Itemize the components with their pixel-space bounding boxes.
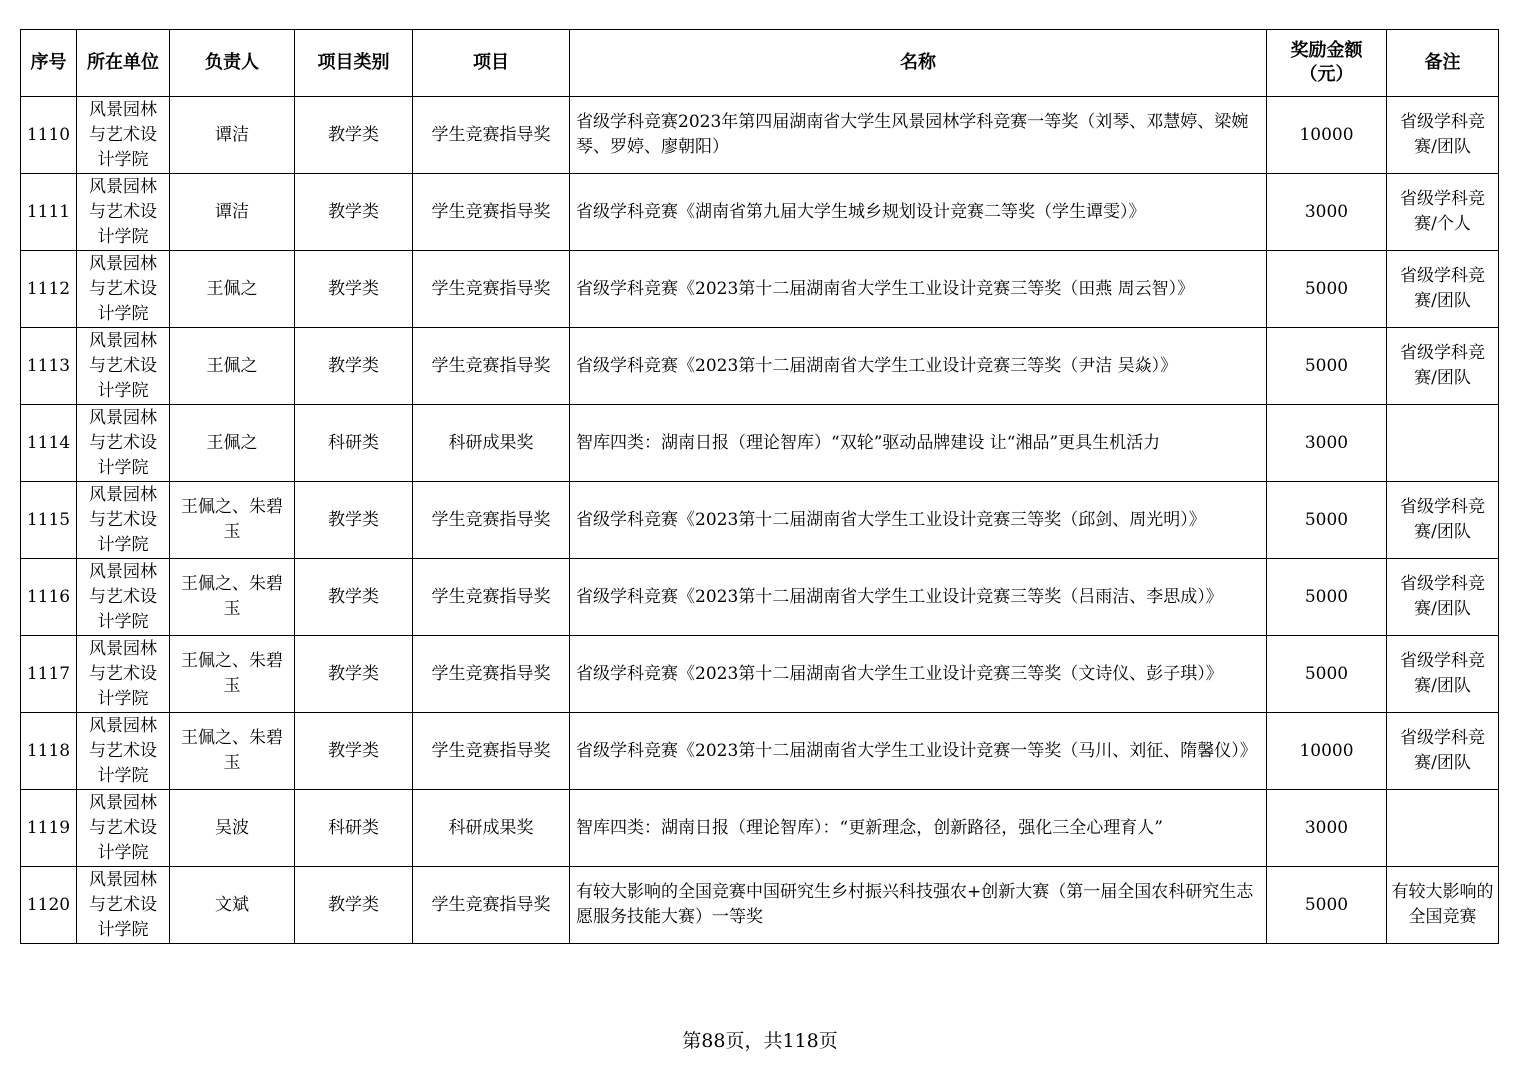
cell-remark: 省级学科竞赛/团队	[1387, 713, 1499, 790]
page-number: 第88页，共118页	[682, 1030, 838, 1052]
cell-category: 教学类	[295, 482, 413, 559]
table-row	[21, 405, 1499, 482]
cell-seq: 1110	[21, 97, 77, 174]
cell-name: 省级学科竞赛《2023第十二届湖南省大学生工业设计竞赛三等奖（文诗仪、彭子琪）》	[570, 636, 1267, 713]
cell-category: 教学类	[295, 559, 413, 636]
cell-project: 学生竞赛指导奖	[413, 636, 570, 713]
cell-unit: 风景园林与艺术设计学院	[77, 559, 170, 636]
cell-person: 文斌	[170, 867, 295, 944]
award-table	[20, 29, 1499, 944]
cell-unit: 风景园林与艺术设计学院	[77, 867, 170, 944]
table-row	[21, 97, 1499, 174]
table-row	[21, 713, 1499, 790]
cell-name: 智库四类：湖南日报（理论智库）：“更新理念，创新路径，强化三全心理育人”	[570, 790, 1267, 867]
header-unit: 所在单位	[77, 30, 170, 97]
cell-category: 教学类	[295, 636, 413, 713]
cell-person: 谭洁	[170, 97, 295, 174]
cell-amount: 5000	[1267, 867, 1387, 944]
cell-unit: 风景园林与艺术设计学院	[77, 174, 170, 251]
header-project: 项目	[413, 30, 570, 97]
cell-amount: 5000	[1267, 482, 1387, 559]
table-row	[21, 559, 1499, 636]
cell-category: 教学类	[295, 174, 413, 251]
header-remark: 备注	[1387, 30, 1499, 97]
cell-unit: 风景园林与艺术设计学院	[77, 97, 170, 174]
cell-project: 科研成果奖	[413, 790, 570, 867]
cell-seq: 1116	[21, 559, 77, 636]
cell-remark: 省级学科竞赛/团队	[1387, 97, 1499, 174]
cell-seq: 1113	[21, 328, 77, 405]
cell-name: 省级学科竞赛《2023第十二届湖南省大学生工业设计竞赛三等奖（邱剑、周光明）》	[570, 482, 1267, 559]
cell-unit: 风景园林与艺术设计学院	[77, 790, 170, 867]
cell-amount: 5000	[1267, 251, 1387, 328]
cell-remark: 省级学科竞赛/团队	[1387, 636, 1499, 713]
cell-remark	[1387, 405, 1499, 482]
cell-unit: 风景园林与艺术设计学院	[77, 251, 170, 328]
cell-remark: 有较大影响的全国竞赛	[1387, 867, 1499, 944]
table-header-row	[21, 30, 1499, 97]
cell-seq: 1112	[21, 251, 77, 328]
cell-project: 科研成果奖	[413, 405, 570, 482]
cell-category: 教学类	[295, 97, 413, 174]
table-row	[21, 636, 1499, 713]
header-person: 负责人	[170, 30, 295, 97]
cell-person: 王佩之	[170, 405, 295, 482]
cell-person: 王佩之	[170, 251, 295, 328]
cell-name: 省级学科竞赛《2023第十二届湖南省大学生工业设计竞赛三等奖（吕雨洁、李思成）》	[570, 559, 1267, 636]
cell-remark	[1387, 790, 1499, 867]
cell-unit: 风景园林与艺术设计学院	[77, 713, 170, 790]
cell-category: 教学类	[295, 713, 413, 790]
cell-category: 教学类	[295, 867, 413, 944]
cell-name: 智库四类：湖南日报（理论智库）“双轮”驱动品牌建设 让“湘品”更具生机活力	[570, 405, 1267, 482]
cell-amount: 3000	[1267, 405, 1387, 482]
cell-amount: 5000	[1267, 636, 1387, 713]
cell-person: 王佩之、朱碧玉	[170, 713, 295, 790]
cell-person: 王佩之、朱碧玉	[170, 482, 295, 559]
cell-project: 学生竞赛指导奖	[413, 559, 570, 636]
cell-amount: 3000	[1267, 790, 1387, 867]
header-seq: 序号	[21, 30, 77, 97]
cell-category: 教学类	[295, 328, 413, 405]
table-row	[21, 790, 1499, 867]
table-row	[21, 482, 1499, 559]
cell-project: 学生竞赛指导奖	[413, 867, 570, 944]
table-row	[21, 867, 1499, 944]
cell-project: 学生竞赛指导奖	[413, 251, 570, 328]
cell-remark: 省级学科竞赛/个人	[1387, 174, 1499, 251]
cell-seq: 1111	[21, 174, 77, 251]
cell-seq: 1117	[21, 636, 77, 713]
cell-seq: 1114	[21, 405, 77, 482]
cell-name: 省级学科竞赛《湖南省第九届大学生城乡规划设计竞赛二等奖（学生谭雯）》	[570, 174, 1267, 251]
table-row	[21, 174, 1499, 251]
award-table-sheet	[20, 29, 1498, 944]
cell-project: 学生竞赛指导奖	[413, 482, 570, 559]
cell-amount: 3000	[1267, 174, 1387, 251]
cell-unit: 风景园林与艺术设计学院	[77, 636, 170, 713]
cell-amount: 10000	[1267, 713, 1387, 790]
cell-amount: 5000	[1267, 328, 1387, 405]
cell-person: 王佩之、朱碧玉	[170, 636, 295, 713]
cell-category: 教学类	[295, 251, 413, 328]
cell-name: 有较大影响的全国竞赛中国研究生乡村振兴科技强农+创新大赛（第一届全国农科研究生志愿服务技能大赛）一等奖	[570, 867, 1267, 944]
cell-name: 省级学科竞赛《2023第十二届湖南省大学生工业设计竞赛三等奖（田燕 周云智）》	[570, 251, 1267, 328]
cell-person: 王佩之	[170, 328, 295, 405]
cell-project: 学生竞赛指导奖	[413, 97, 570, 174]
cell-seq: 1120	[21, 867, 77, 944]
cell-person: 谭洁	[170, 174, 295, 251]
cell-seq: 1115	[21, 482, 77, 559]
cell-name: 省级学科竞赛《2023第十二届湖南省大学生工业设计竞赛三等奖（尹洁 吴焱）》	[570, 328, 1267, 405]
cell-name: 省级学科竞赛2023年第四届湖南省大学生风景园林学科竞赛一等奖（刘琴、邓慧婷、梁婉琴、罗婷、廖朝阳）	[570, 97, 1267, 174]
cell-category: 科研类	[295, 790, 413, 867]
table-row	[21, 328, 1499, 405]
cell-remark: 省级学科竞赛/团队	[1387, 328, 1499, 405]
header-amount: 奖励金额（元）	[1267, 30, 1387, 97]
cell-project: 学生竞赛指导奖	[413, 174, 570, 251]
cell-unit: 风景园林与艺术设计学院	[77, 405, 170, 482]
cell-person: 王佩之、朱碧玉	[170, 559, 295, 636]
cell-unit: 风景园林与艺术设计学院	[77, 328, 170, 405]
cell-remark: 省级学科竞赛/团队	[1387, 559, 1499, 636]
cell-project: 学生竞赛指导奖	[413, 328, 570, 405]
cell-project: 学生竞赛指导奖	[413, 713, 570, 790]
cell-remark: 省级学科竞赛/团队	[1387, 251, 1499, 328]
cell-category: 科研类	[295, 405, 413, 482]
cell-remark: 省级学科竞赛/团队	[1387, 482, 1499, 559]
cell-amount: 5000	[1267, 559, 1387, 636]
cell-seq: 1119	[21, 790, 77, 867]
cell-name: 省级学科竞赛《2023第十二届湖南省大学生工业设计竞赛一等奖（马川、刘征、隋馨仪）》	[570, 713, 1267, 790]
cell-amount: 10000	[1267, 97, 1387, 174]
cell-unit: 风景园林与艺术设计学院	[77, 482, 170, 559]
cell-person: 吴波	[170, 790, 295, 867]
header-category: 项目类别	[295, 30, 413, 97]
table-row	[21, 251, 1499, 328]
header-name: 名称	[570, 30, 1267, 97]
cell-seq: 1118	[21, 713, 77, 790]
